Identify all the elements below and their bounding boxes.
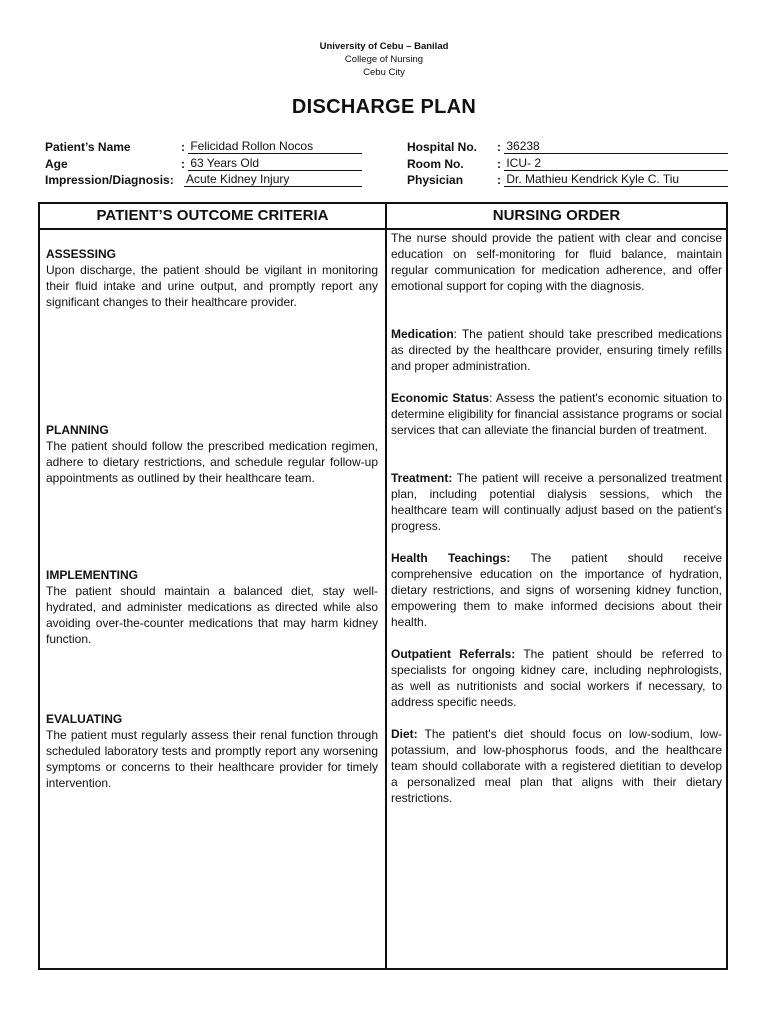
evaluating-text: The patient must regularly assess their renal function through scheduled laboratory tests and promptly report any worsening symptoms or concerns to their healthcare provider for timely intervention. <box>46 728 378 790</box>
planning-text: The patient should follow the prescribed medication regimen, adhere to dietary restrictions, and schedule regular follow-up appointments as outlined by their healthcare team. <box>46 439 378 485</box>
evaluating-section <box>46 711 378 791</box>
colon: : <box>181 156 185 171</box>
health-teachings-label: Health Teachings: <box>391 551 511 565</box>
medication-order <box>391 326 722 374</box>
column-divider <box>385 204 387 968</box>
treatment-order <box>391 470 722 534</box>
age-value: 63 Years Old <box>188 157 362 171</box>
diet-text: The patient's diet should focus on low-sodium, low-potassium, and low-phosphorus foods, and the healthcare team should collaborate with a registered dietitian to develop a personalized meal plan that aligns with their dietary restrictions. <box>391 727 722 805</box>
room-no-row <box>407 156 728 173</box>
planning-section <box>46 422 378 486</box>
college-name: College of Nursing <box>344 54 424 65</box>
diet-order <box>391 726 722 806</box>
implementing-text: The patient should maintain a balanced diet, stay well-hydrated, and administer medications as directed while also avoiding over-the-counter medications that may harm kidney function. <box>46 584 378 646</box>
physician-value: Dr. Mathieu Kendrick Kyle C. Tiu <box>504 173 728 187</box>
treatment-text: The patient will receive a personalized treatment plan, including potential dialysis sessions, which the healthcare team will continually adjust based on the patient's progress. <box>391 471 722 533</box>
intro-order-text: The nurse should provide the patient with clear and concise education on self-monitoring for fluid balance, maintain regular communication for medication adherence, and offer emotional support for coping with the diagnosis. <box>391 231 722 293</box>
economic-label: Economic Status <box>391 391 490 405</box>
referrals-label: Outpatient Referrals: <box>391 647 516 661</box>
economic-order <box>391 390 722 438</box>
implementing-section <box>46 567 378 647</box>
diet-label: Diet: <box>391 727 418 741</box>
patient-info-right <box>407 139 728 189</box>
colon: : <box>497 156 501 171</box>
room-no-label: Room No. <box>407 156 464 171</box>
implementing-title: IMPLEMENTING <box>46 568 138 582</box>
patient-name-label: Patient’s Name <box>45 140 131 154</box>
hospital-no-row <box>407 139 728 156</box>
diagnosis-value: Acute Kidney Injury <box>184 173 362 187</box>
intro-order <box>391 230 722 294</box>
colon: : <box>181 140 185 154</box>
hospital-no-value: 36238 <box>504 140 728 154</box>
medication-text: : The patient should take prescribed medications as directed by the healthcare provider, ensuring timely refills and proper administration. <box>391 327 722 373</box>
discharge-plan-table <box>38 202 728 970</box>
referrals-order <box>391 646 722 710</box>
physician-row <box>407 172 728 189</box>
health-teachings-text: The patient should receive comprehensive education on the importance of hydration, dietary restrictions, and signs of worsening kidney function, empowering them to make informed decisions about their health. <box>391 551 723 629</box>
city-name: Cebu City <box>363 67 405 78</box>
age-label: Age <box>45 156 68 171</box>
evaluating-title: EVALUATING <box>46 712 123 726</box>
health-teachings-order <box>391 550 722 630</box>
hospital-no-label: Hospital No. <box>407 140 478 154</box>
diagnosis-label: Impression/Diagnosis: <box>45 173 174 187</box>
planning-title: PLANNING <box>46 423 109 437</box>
colon: : <box>497 173 501 187</box>
colon: : <box>497 140 501 154</box>
economic-text: : Assess the patient's economic situation to determine eligibility for financial assistance programs or social services that can alleviate the financial burden of treatment. <box>391 391 722 437</box>
assessing-text: Upon discharge, the patient should be vigilant in monitoring their fluid intake and urine output, and promptly report any significant changes to their healthcare provider. <box>46 263 378 309</box>
patient-info-left <box>45 139 362 189</box>
room-no-value: ICU- 2 <box>504 157 728 171</box>
physician-label: Physician <box>407 173 464 187</box>
outcome-criteria-header: PATIENT’S OUTCOME CRITERIA <box>96 207 329 224</box>
age-row <box>45 156 362 173</box>
nursing-order-header: NURSING ORDER <box>492 207 621 224</box>
medication-label: Medication <box>391 327 454 341</box>
assessing-section <box>46 246 378 310</box>
referrals-text: The patient should be referred to specialists for ongoing kidney care, including nephrologists, as well as nutritionists and social workers if necessary, to address specific needs. <box>391 647 723 709</box>
patient-name-row <box>45 139 362 156</box>
treatment-label: Treatment: <box>391 471 453 485</box>
document-header <box>0 40 768 79</box>
assessing-title: ASSESSING <box>46 247 117 261</box>
diagnosis-row <box>45 172 362 189</box>
patient-name-value: Felicidad Rollon Nocos <box>188 140 362 154</box>
page-title: DISCHARGE PLAN <box>291 96 477 118</box>
university-name: University of Cebu – Banilad <box>319 41 449 52</box>
